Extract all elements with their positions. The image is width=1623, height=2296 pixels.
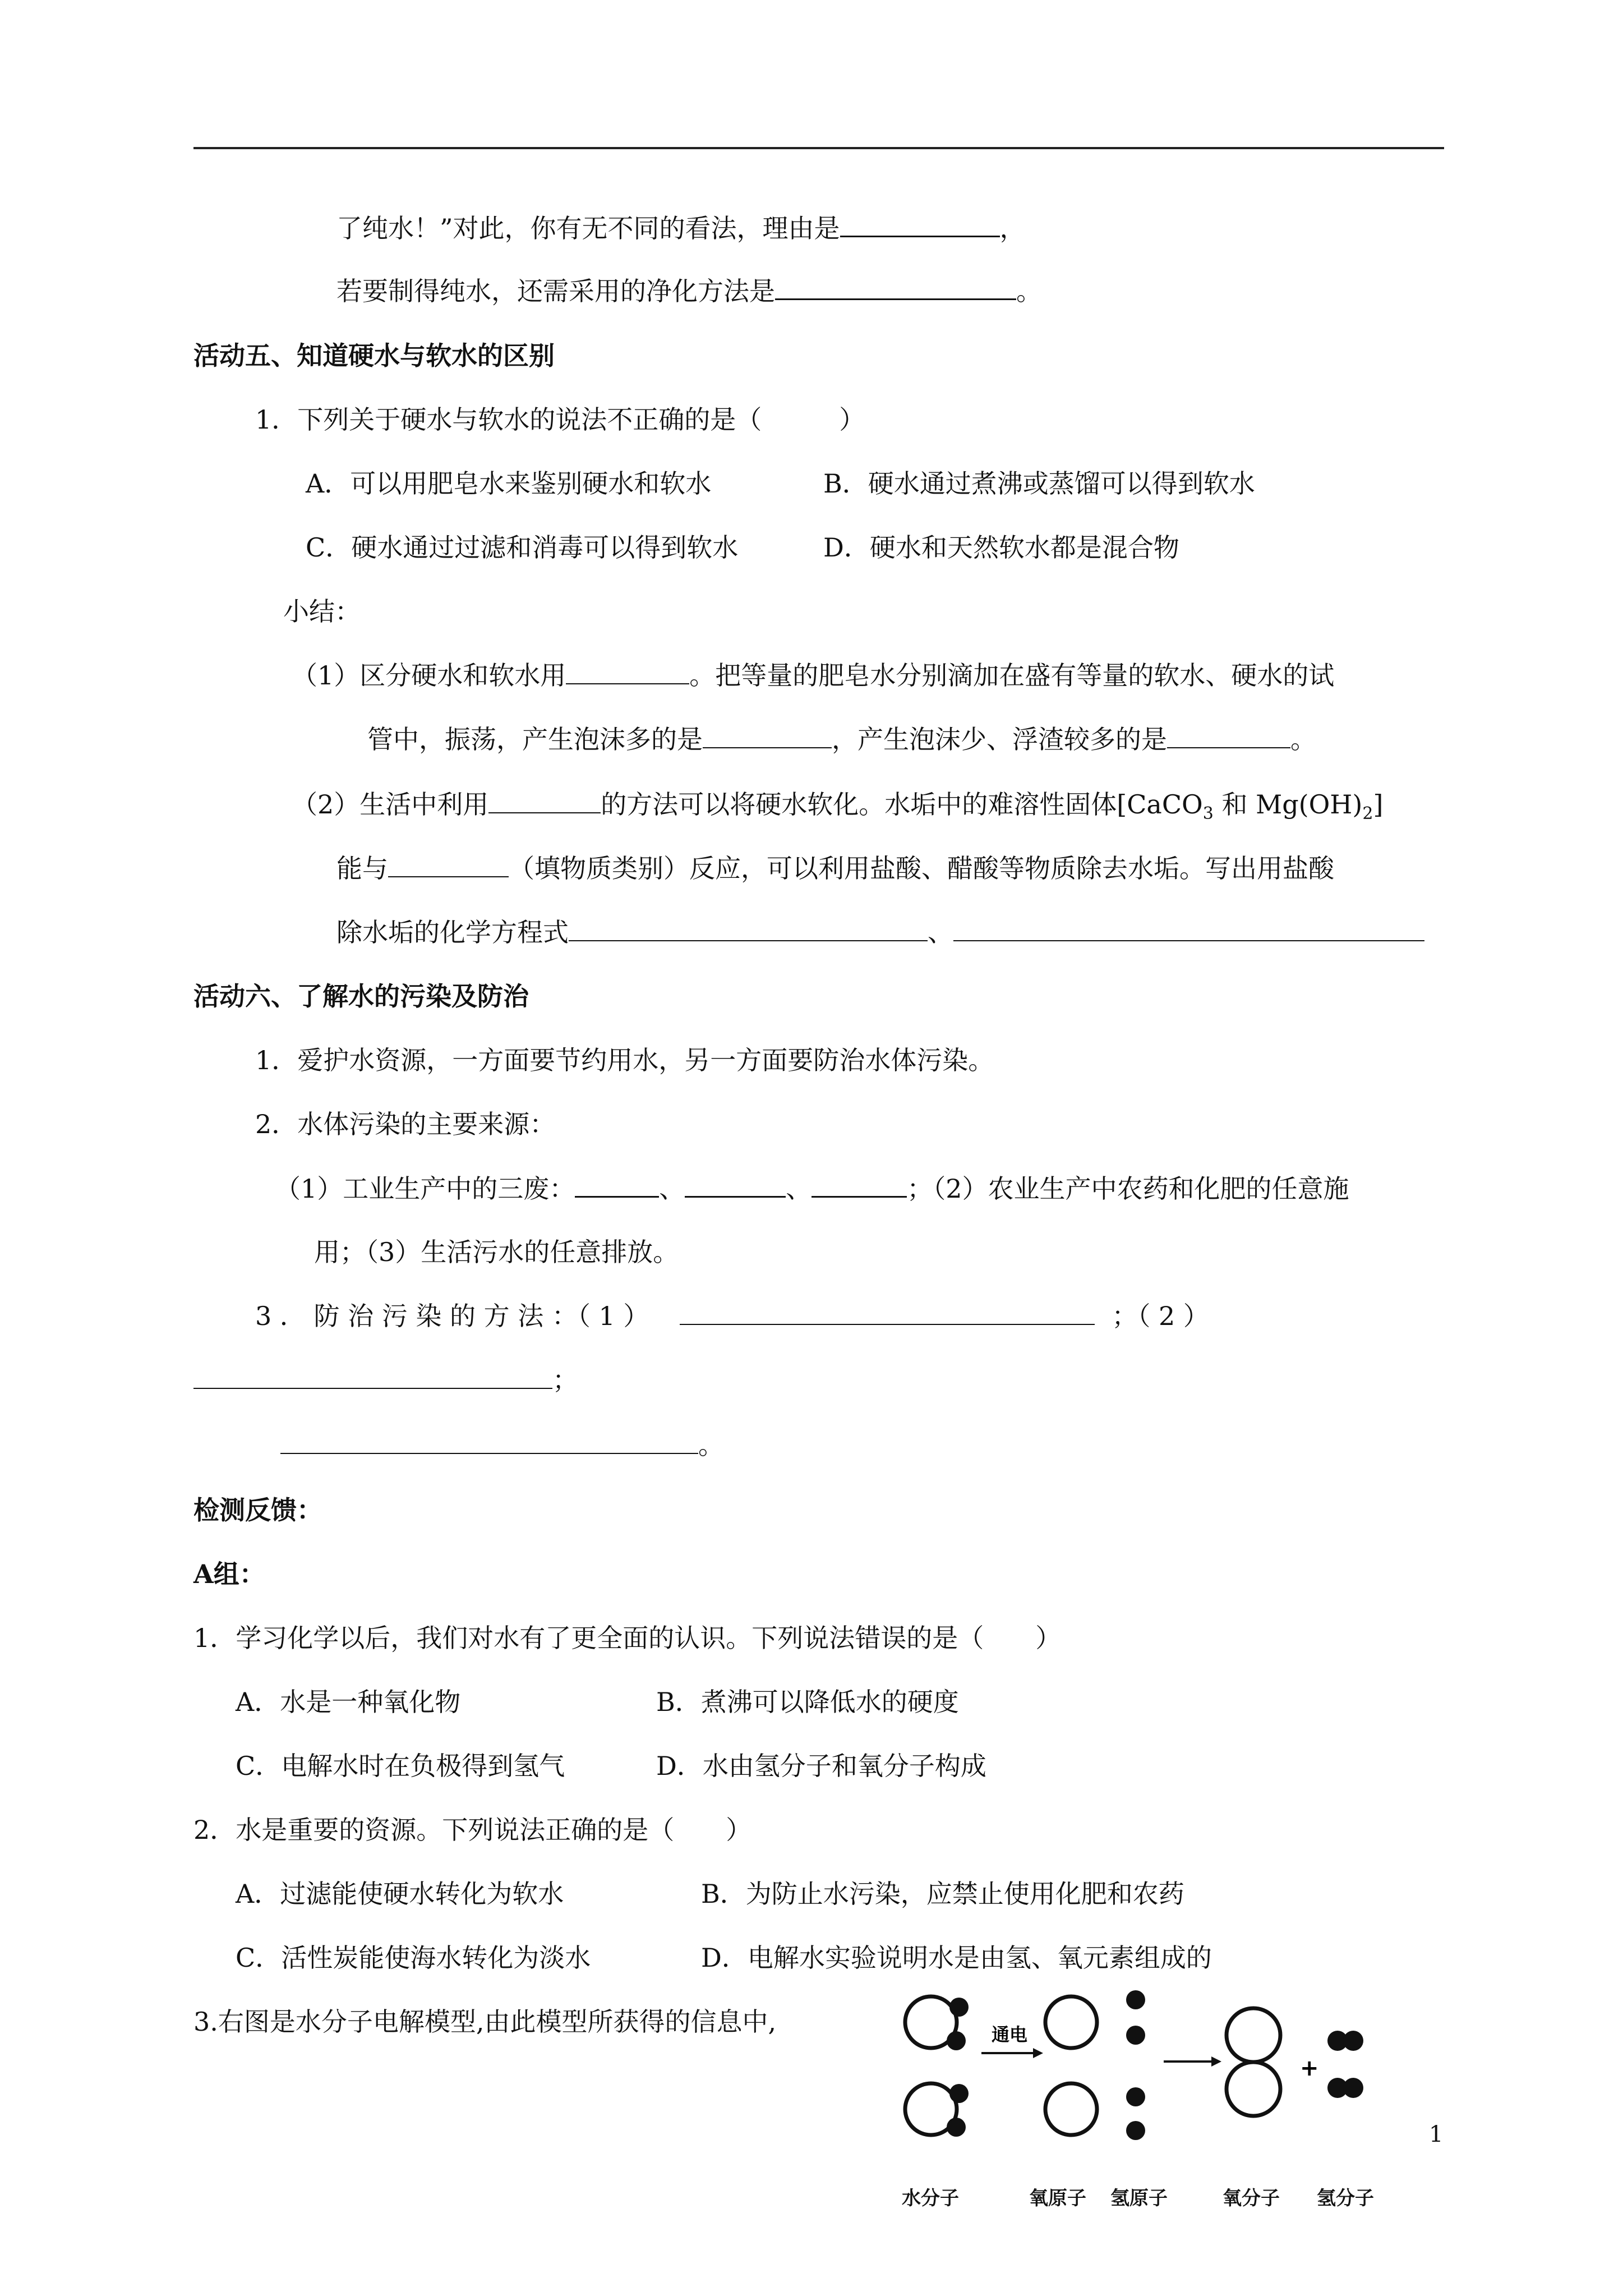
option-d[interactable]: D．电解水实验说明水是由氢、氧元素组成的 <box>701 1943 1212 1973</box>
label-oxygen-molecule: 氧分子 <box>1223 2187 1280 2210</box>
oxygen-atom-1 <box>1045 1996 1097 2048</box>
text-line: 3 ． 防 治 污 染 的 方 法 ：（ 1 ） ；（ 2 ） <box>255 1299 1209 1333</box>
option-a[interactable]: A．水是一种氧化物 <box>236 1687 461 1717</box>
option-b[interactable]: B．煮沸可以降低水的硬度 <box>656 1687 959 1717</box>
text-line: 若要制得纯水，还需采用的净化方法是 。 <box>336 274 1042 308</box>
answer-blank[interactable] <box>566 659 689 684</box>
option-b[interactable]: B．为防止水污染，应禁止使用化肥和农药 <box>701 1879 1184 1909</box>
text-line: 除水垢的化学方程式 、 <box>336 915 1424 949</box>
option-c[interactable]: C．电解水时在负极得到氢气 <box>236 1751 565 1781</box>
label-hydrogen-molecule: 氢分子 <box>1317 2187 1374 2210</box>
option-d[interactable]: D．水由氢分子和氧分子构成 <box>656 1751 986 1781</box>
label-oxygen-atom: 氧原子 <box>1029 2187 1086 2210</box>
text-line: ； <box>193 1363 578 1397</box>
answer-blank[interactable] <box>575 1171 659 1198</box>
option-a[interactable]: A．过滤能使硬水转化为软水 <box>236 1879 564 1909</box>
text-line: 管中，振荡，产生泡沫多的是 ，产生泡沫少、浮渣较多的是 。 <box>367 723 1316 756</box>
hydrogen-atom <box>949 1998 969 2017</box>
answer-blank[interactable] <box>193 1363 552 1389</box>
text-line: （1）区分硬水和软水用 。把等量的肥皂水分别滴加在盛有等量的软水、硬水的试 <box>292 659 1334 692</box>
answer-blank[interactable] <box>953 915 1424 941</box>
label-water-molecule: 水分子 <box>902 2187 959 2210</box>
hydrogen-atom <box>1126 2026 1145 2045</box>
group-heading: A组： <box>193 1559 265 1589</box>
hydrogen-atom <box>949 2084 969 2103</box>
answer-blank[interactable] <box>685 1171 786 1198</box>
arrow-label: 通电 <box>992 2024 1028 2045</box>
oxygen-molecule-atom-2 <box>1227 2062 1280 2116</box>
summary-label: 小结： <box>283 596 361 627</box>
answer-blank[interactable] <box>680 1299 1095 1325</box>
text-line: 能与 （填物质类别）反应，可以利用盐酸、醋酸等物质除去水垢。写出用盐酸 <box>336 852 1334 885</box>
question: 2．水是重要的资源。下列说法正确的是（ ） <box>193 1815 752 1845</box>
text-line: 用；（3）生活污水的任意排放。 <box>314 1237 679 1267</box>
question: 3.右图是水分子电解模型,由此模型所获得的信息中, <box>193 2007 777 2037</box>
header-rule <box>193 147 1444 149</box>
oxygen-atom-2 <box>1045 2083 1097 2135</box>
plus-sign: + <box>1300 2055 1319 2081</box>
option-d[interactable]: D．硬水和天然软水都是混合物 <box>823 532 1179 563</box>
label-hydrogen-atom: 氢原子 <box>1110 2187 1168 2210</box>
answer-blank[interactable] <box>1167 723 1290 748</box>
option-b[interactable]: B．硬水通过煮沸或蒸馏可以得到软水 <box>823 468 1255 499</box>
option-c[interactable]: C．硬水通过过滤和消毒可以得到软水 <box>306 532 739 563</box>
answer-blank[interactable] <box>840 211 1000 237</box>
electrolysis-model-figure <box>886 1969 1402 2216</box>
text-line: （2）生活中利用 的方法可以将硬水软化。水垢中的难溶性固体[CaCO$_3$ 和 $Mg(OH)_2$] <box>292 788 1383 831</box>
text-line: 1．爱护水资源，一方面要节约用水，另一方面要防治水体污染。 <box>255 1045 994 1075</box>
answer-blank[interactable] <box>488 788 601 813</box>
hydrogen-atom <box>1126 2121 1145 2140</box>
answer-blank[interactable] <box>569 915 928 941</box>
hydrogen-molecule-atom <box>1343 2078 1363 2098</box>
answer-blank[interactable] <box>775 274 1016 300</box>
section-heading: 检测反馈： <box>193 1495 322 1525</box>
option-c[interactable]: C．活性炭能使海水转化为淡水 <box>236 1943 591 1973</box>
answer-blank[interactable] <box>811 1171 907 1198</box>
hydrogen-atom <box>947 2118 966 2137</box>
question: 1．学习化学以后，我们对水有了更全面的认识。下列说法错误的是（ ） <box>193 1623 1062 1653</box>
page-number: 1 <box>1429 2122 1444 2147</box>
hydrogen-atom <box>1126 2087 1145 2106</box>
answer-blank[interactable] <box>280 1428 698 1454</box>
answer-blank[interactable] <box>703 723 832 748</box>
text-line: 。 <box>280 1428 724 1462</box>
text-line: 2．水体污染的主要来源： <box>255 1109 556 1139</box>
text-line: 了纯水！”对此，你有无不同的看法，理由是 ， <box>336 211 1026 245</box>
hydrogen-atom <box>947 2031 966 2050</box>
hydrogen-molecule-atom <box>1343 2031 1363 2051</box>
section-heading: 活动五、知道硬水与软水的区别 <box>193 341 555 371</box>
option-a[interactable]: A．可以用肥皂水来鉴别硬水和软水 <box>306 468 712 499</box>
hydrogen-atom <box>1126 1990 1145 2009</box>
text-line: （1）工业生产中的三废： 、 、 ；（2）农业生产中农药和化肥的任意施 <box>275 1171 1349 1205</box>
question: 1．下列关于硬水与软水的说法不正确的是（ ） <box>255 404 865 435</box>
oxygen-molecule-atom-1 <box>1227 2008 1280 2062</box>
answer-blank[interactable] <box>388 852 509 877</box>
section-heading: 活动六、了解水的污染及防治 <box>193 981 529 1011</box>
